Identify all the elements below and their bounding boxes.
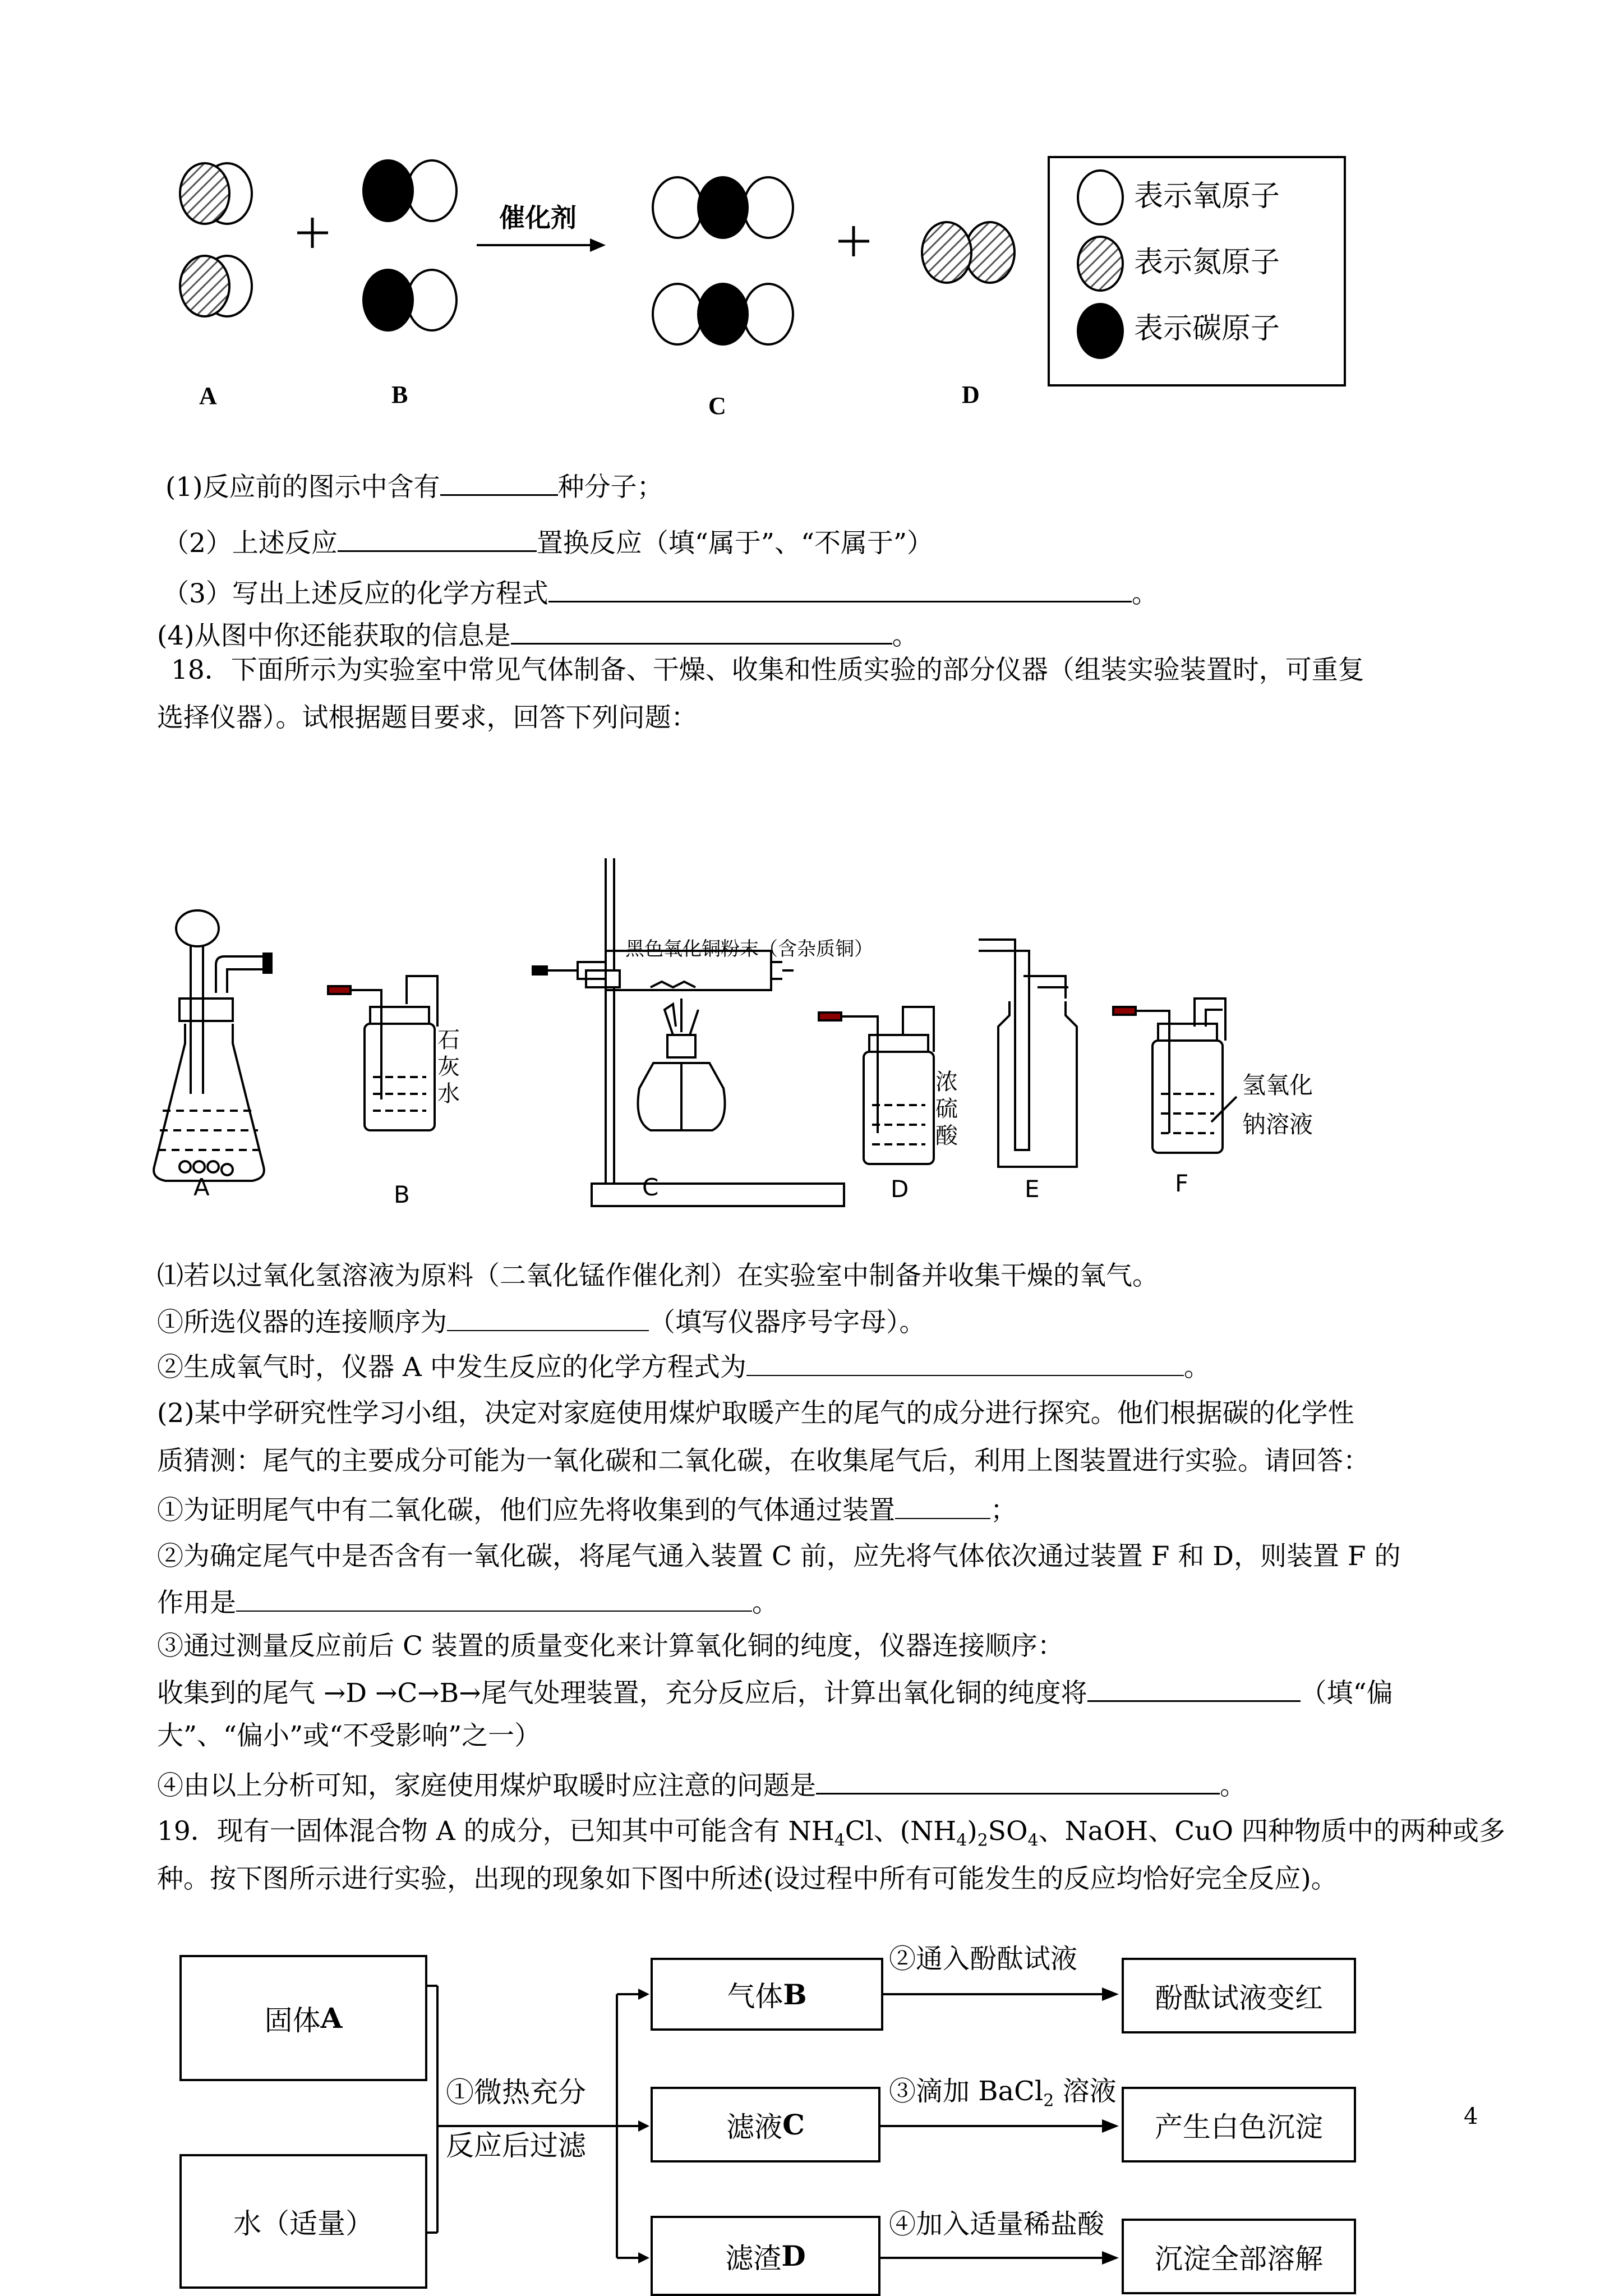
app-label-b: B (394, 1181, 410, 1208)
q18-p2-4: ④由以上分析可知，家庭使用煤炉取暖时应注意的问题是 。 (157, 1767, 1246, 1803)
step-1b: 反应后过滤 (446, 2129, 586, 2162)
step-3: ③滴加 BaCl$_2$ 溶液 (889, 2076, 1117, 2111)
box-filtrate-c: 滤液 C (651, 2087, 880, 2162)
answer-blank[interactable] (511, 617, 892, 645)
box-result-2: 酚酞试液变红 (1122, 1958, 1356, 2033)
label-a: A (199, 382, 217, 409)
q19-intro-1: 19．现有一固体混合物 A 的成分，已知其中可能含有 $NH_4Cl$、$(NH_4)_2SO_4$、NaOH、CuO 四种物质中的两种或多 (157, 1816, 1505, 1851)
molecule-d (922, 222, 1015, 283)
answer-blank[interactable] (236, 1585, 752, 1612)
q18-p2-3a: ③通过测量反应前后 C 装置的质量变化来计算氧化铜的纯度，仪器连接顺序： (157, 1631, 1064, 1662)
q17-line-2: （2）上述反应 置换反应（填“属于”、“不属于”） (163, 524, 933, 560)
answer-blank[interactable] (338, 524, 537, 552)
legend-oxygen-icon (1078, 171, 1123, 224)
box-solid-a: 固体 A (179, 1955, 427, 2081)
q18-p1-2: ②生成氧气时，仪器 A 中发生反应的化学方程式为 。 (157, 1349, 1210, 1384)
legend-oxygen: 表示氧原子 (1134, 180, 1280, 213)
q18-p1-1: ①所选仪器的连接顺序为 （填写仪器序号字母）。 (157, 1304, 926, 1340)
q18-intro-2: 选择仪器）。试根据题目要求，回答下列问题： (157, 702, 698, 733)
q18-p2b: 质猜测：尾气的主要成分可能为一氧化碳和二氧化碳，在收集尾气后，利用上图装置进行实验。请回答： (157, 1446, 1370, 1476)
d-liquid-label: 浓硫酸 (935, 1069, 958, 1149)
answer-blank[interactable] (447, 1304, 649, 1331)
box-residue-d: 滤渣 D (651, 2216, 880, 2296)
apparatus-e (979, 940, 1077, 1167)
answer-blank[interactable] (1087, 1674, 1301, 1702)
answer-blank[interactable] (816, 1767, 1220, 1795)
answer-blank[interactable] (548, 575, 1132, 602)
q18-p2-3d: 大”、“偏小”或“不受影响”之一） (157, 1720, 541, 1751)
q17-line-4: (4)从图中你还能获取的信息是 。 (157, 617, 919, 653)
q18-intro-1: 18．下面所示为实验室中常见气体制备、干燥、收集和性质实验的部分仪器（组装实验装置时，可重复 (171, 655, 1364, 685)
q18-p2-1: ①为证明尾气中有二氧化碳，他们应先将收集到的气体通过装置 ； (157, 1492, 1017, 1527)
legend-nitrogen-icon (1078, 237, 1123, 291)
q18-p2-3b: 收集到的尾气 →D →C→B→尾气处理装置，充分反应后，计算出氧化铜的纯度将 （填“偏 (157, 1674, 1393, 1710)
q18-p1: ⑴若以过氧化氢溶液为原料（二氧化锰作催化剂）在实验室中制备并收集干燥的氧气。 (157, 1260, 1159, 1291)
app-label-d: D (891, 1175, 909, 1203)
reaction-diagram (0, 0, 1623, 449)
f-liquid-label-1: 氢氧化 (1242, 1071, 1313, 1099)
b-liquid-label: 石灰水 (437, 1027, 460, 1107)
molecule-a (180, 163, 252, 316)
answer-blank[interactable] (440, 468, 558, 496)
step-1a: ①微热充分 (446, 2076, 586, 2109)
app-label-f: F (1175, 1170, 1189, 1197)
box-result-3: 产生白色沉淀 (1122, 2087, 1356, 2162)
f-liquid-label-2: 钠溶液 (1242, 1111, 1313, 1138)
app-label-c: C (642, 1174, 659, 1201)
label-b: B (391, 381, 408, 408)
q18-p2-2a: ②为确定尾气中是否含有一氧化碳，将尾气通入装置 C 前，应先将气体依次通过装置 F 和 D，则装置 F 的 (157, 1541, 1401, 1572)
answer-blank[interactable] (746, 1349, 1184, 1376)
q18-p2a: (2)某中学研究性学习小组，决定对家庭使用煤炉取暖产生的尾气的成分进行探究。他们根据碳的化学性 (157, 1398, 1354, 1429)
apparatus-b (328, 976, 437, 1130)
step-4: ④加入适量稀盐酸 (889, 2208, 1105, 2240)
legend-nitrogen: 表示氮原子 (1134, 246, 1280, 279)
molecule-c (653, 177, 793, 344)
catalyst-label: 催化剂 (499, 203, 577, 233)
apparatus-a (154, 910, 271, 1181)
q17-line-3: （3）写出上述反应的化学方程式 。 (163, 575, 1158, 611)
legend-carbon-icon (1078, 304, 1123, 358)
app-label-a: A (193, 1174, 210, 1201)
step-2: ②通入酚酞试液 (889, 1943, 1078, 1975)
q18-p2-2b: 作用是 。 (157, 1585, 778, 1620)
apparatus-c (533, 858, 844, 1206)
reaction-arrow (477, 238, 606, 252)
apparatus-diagram (0, 841, 1623, 1234)
molecule-b (363, 160, 457, 330)
label-c: C (708, 392, 726, 420)
label-d: D (962, 381, 980, 408)
page-number: 4 (1464, 2104, 1478, 2129)
q17-line-1: (1)反应前的图示中含有 种分子； (165, 468, 663, 504)
q19-intro-2: 种。按下图所示进行实验，出现的现象如下图中所述(设过程中所有可能发生的反应均恰好完全反应)。 (157, 1864, 1338, 1894)
apparatus-f (1113, 999, 1237, 1153)
box-result-4: 沉淀全部溶解 (1122, 2219, 1356, 2294)
app-label-e: E (1025, 1175, 1040, 1203)
c-note: 黑色氧化铜粉末（含杂质铜） (625, 938, 873, 960)
box-gas-b: 气体 B (651, 1958, 883, 2031)
apparatus-d (819, 1007, 934, 1164)
box-water: 水（适量） (179, 2154, 427, 2289)
legend-carbon: 表示碳原子 (1134, 312, 1280, 346)
answer-blank[interactable] (895, 1492, 990, 1519)
